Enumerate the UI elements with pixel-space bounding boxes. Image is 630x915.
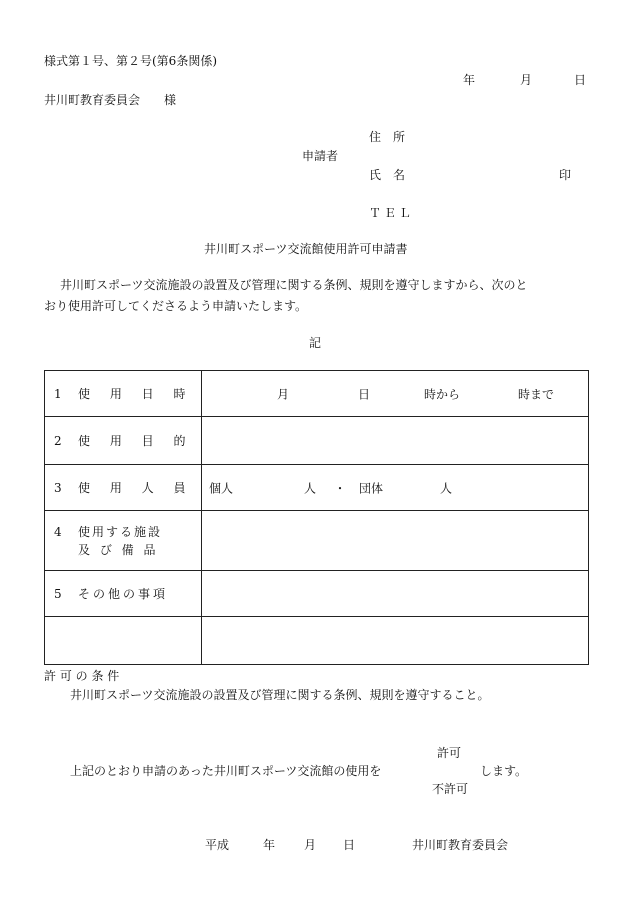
decision-sentence-end: します。 <box>480 764 528 778</box>
footer-month: 月 <box>304 838 317 852</box>
table-row <box>45 571 589 617</box>
table-row <box>45 617 589 665</box>
seal-mark: 印 <box>559 168 572 182</box>
datetime-until: 時まで <box>518 387 555 401</box>
body-line-2: おり使用許可してくださるよう申請いたします。 <box>44 299 308 313</box>
row-label: 4 使用する施設 及 び 備 品 <box>45 511 202 571</box>
conditions-text: 井川町スポーツ交流施設の設置及び管理に関する条例、規則を遵守すること。 <box>70 688 490 702</box>
footer-era: 平成 <box>205 838 230 852</box>
table-row <box>45 465 589 511</box>
document-title: 井川町スポーツ交流館使用許可申請書 <box>204 242 408 256</box>
form-number: 様式第１号、第２号(第6条関係) <box>44 54 217 68</box>
table-row <box>45 511 589 571</box>
row-label: 5 その他の事項 <box>45 571 202 617</box>
footer-year: 年 <box>263 838 276 852</box>
purpose-cell[interactable] <box>202 417 589 465</box>
addressee: 井川町教育委員会 様 <box>44 93 177 107</box>
date-month-label: 月 <box>520 73 533 87</box>
datetime-day: 日 <box>358 387 371 401</box>
date-day-label: 日 <box>574 73 587 87</box>
people-unit-1: 人 <box>304 481 317 495</box>
decision-sentence-start: 上記のとおり申請のあった井川町スポーツ交流館の使用を <box>70 764 382 778</box>
ki-mark: 記 <box>309 336 322 350</box>
application-table <box>44 370 589 665</box>
footer-issuer: 井川町教育委員会 <box>412 838 509 852</box>
applicant-label: 申請者 <box>302 149 339 163</box>
table-row <box>45 371 589 417</box>
people-group: 団体 <box>359 481 384 495</box>
datetime-month: 月 <box>277 387 290 401</box>
row-label <box>45 617 202 665</box>
address-label: 住 所 <box>369 130 406 144</box>
datetime-cell[interactable] <box>202 371 589 417</box>
row-label: 1 使 用 日 時 <box>45 371 202 417</box>
name-label: 氏 名 <box>369 168 406 182</box>
conditions-heading: 許 可 の 条 件 <box>44 669 120 683</box>
table-row <box>45 417 589 465</box>
row-label: 2 使 用 目 的 <box>45 417 202 465</box>
people-unit-2: 人 <box>440 481 453 495</box>
facilities-cell[interactable] <box>202 511 589 571</box>
people-separator: ・ <box>334 481 347 495</box>
people-cell[interactable] <box>202 465 589 511</box>
blank-cell[interactable] <box>202 617 589 665</box>
row-label: 3 使 用 人 員 <box>45 465 202 511</box>
other-cell[interactable] <box>202 571 589 617</box>
tel-label: ＴＥＬ <box>369 206 415 220</box>
date-year-label: 年 <box>463 73 476 87</box>
deny-option: 不許可 <box>432 782 469 796</box>
body-line-1: 井川町スポーツ交流施設の設置及び管理に関する条例、規則を遵守しますから、次のと <box>60 278 528 292</box>
people-individual: 個人 <box>209 481 234 495</box>
datetime-from: 時から <box>424 387 461 401</box>
permit-option: 許可 <box>437 746 462 760</box>
footer-day: 日 <box>343 838 356 852</box>
